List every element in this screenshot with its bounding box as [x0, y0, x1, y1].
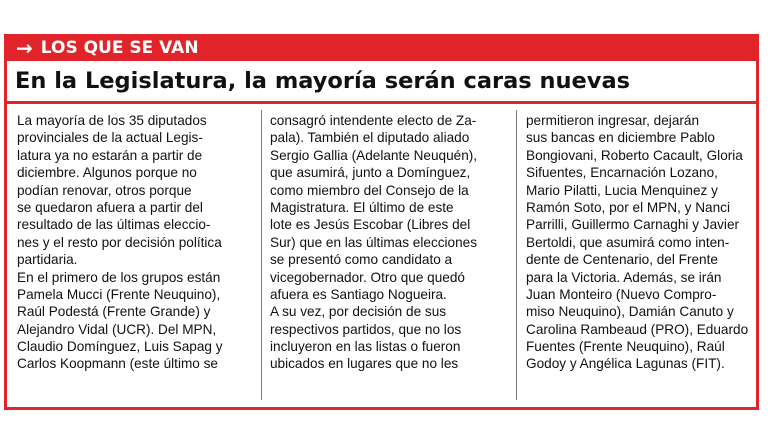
text-line: diciembre. Algunos porque no	[17, 165, 197, 181]
text-line: Parrilli, Guillermo Carnaghi y Javier	[526, 217, 740, 233]
headline-rule	[7, 101, 756, 104]
text-column-3	[526, 112, 758, 373]
text-line: lote es Jesús Escobar (Libres del	[270, 217, 471, 233]
text-line: nes y el resto por decisión política	[17, 234, 222, 250]
text-line: consagró intendente electo de Za-	[270, 113, 477, 128]
text-line: Sifuentes, Encarnación Lozano,	[526, 165, 718, 181]
text-column-1	[17, 112, 249, 373]
text-line: latura ya no estarán a partir de	[17, 147, 203, 163]
text-line: se presentó como candidato a	[270, 252, 453, 268]
text-line: Pamela Mucci (Frente Neuquino),	[17, 286, 221, 302]
text-line: Alejandro Vidal (UCR). Del MPN,	[17, 321, 217, 337]
column-divider	[261, 110, 262, 400]
text-line: Carlos Koopmann (este último se	[17, 356, 218, 372]
text-line: resultado de las últimas eleccio-	[17, 217, 211, 233]
text-line: ubicados en lugares que no les	[270, 356, 459, 372]
kicker-label: LOS QUE SE VAN	[40, 37, 199, 58]
text-line: vicegobernador. Otro que quedó	[270, 269, 465, 285]
text-line: Bongiovani, Roberto Cacault, Gloria	[526, 147, 743, 163]
text-line: permitieron ingresar, dejarán	[526, 113, 700, 128]
text-line: se quedaron afuera a partir del	[17, 199, 203, 215]
text-line: Juan Monteiro (Nuevo Compro-	[526, 286, 717, 302]
text-line: podían renovar, otros porque	[17, 182, 192, 198]
text-line: que asumirá, junto a Domínguez,	[270, 165, 471, 181]
text-line: Godoy y Angélica Lagunas (FIT).	[526, 356, 725, 372]
text-line: Mario Pilatti, Lucia Menquinez y	[526, 182, 718, 198]
column-divider	[516, 110, 517, 400]
text-line: afuera es Santiago Nogueira.	[270, 286, 447, 302]
section-kicker	[4, 34, 759, 61]
text-line: pala). También el diputado aliado	[270, 130, 470, 146]
text-line: Bertoldi, que asumirá como inten-	[526, 234, 730, 250]
text-line: para la Victoria. Además, se irán	[526, 269, 722, 285]
arrow-right-icon: →	[16, 35, 33, 60]
text-line: Sur) que en las últimas elecciones	[270, 234, 478, 250]
text-line: Claudio Domínguez, Luis Sapag y	[17, 339, 223, 355]
text-line: Ramón Soto, por el MPN, y Nanci	[526, 199, 730, 215]
text-line: Magistratura. El último de este	[270, 199, 454, 215]
text-line: sus bancas en diciembre Pablo	[526, 130, 715, 146]
text-line: Fuentes (Frente Neuquino), Raúl	[526, 339, 725, 355]
text-line: como miembro del Consejo de la	[270, 182, 469, 198]
text-line: A su vez, por decisión de sus	[270, 304, 447, 320]
text-line: La mayoría de los 35 diputados	[17, 113, 207, 128]
text-line: incluyeron en las listas o fueron	[270, 339, 461, 355]
text-line: partidaria.	[17, 252, 78, 268]
headline: En la Legislatura, la mayoría serán caras nuevas	[15, 68, 631, 94]
text-line: Raúl Podestá (Frente Grande) y	[17, 304, 211, 320]
text-column-2	[270, 112, 502, 373]
text-line: miso Neuquino), Damián Canuto y	[526, 304, 734, 320]
text-line: provinciales de la actual Legis-	[17, 130, 203, 146]
text-line: respectivos partidos, que no los	[270, 321, 462, 337]
text-line: En el primero de los grupos están	[17, 269, 221, 285]
text-line: Sergio Gallia (Adelante Neuquén),	[270, 147, 478, 163]
text-line: dente de Centenario, del Frente	[526, 252, 718, 268]
text-line: Carolina Rambeaud (PRO), Eduardo	[526, 321, 749, 337]
